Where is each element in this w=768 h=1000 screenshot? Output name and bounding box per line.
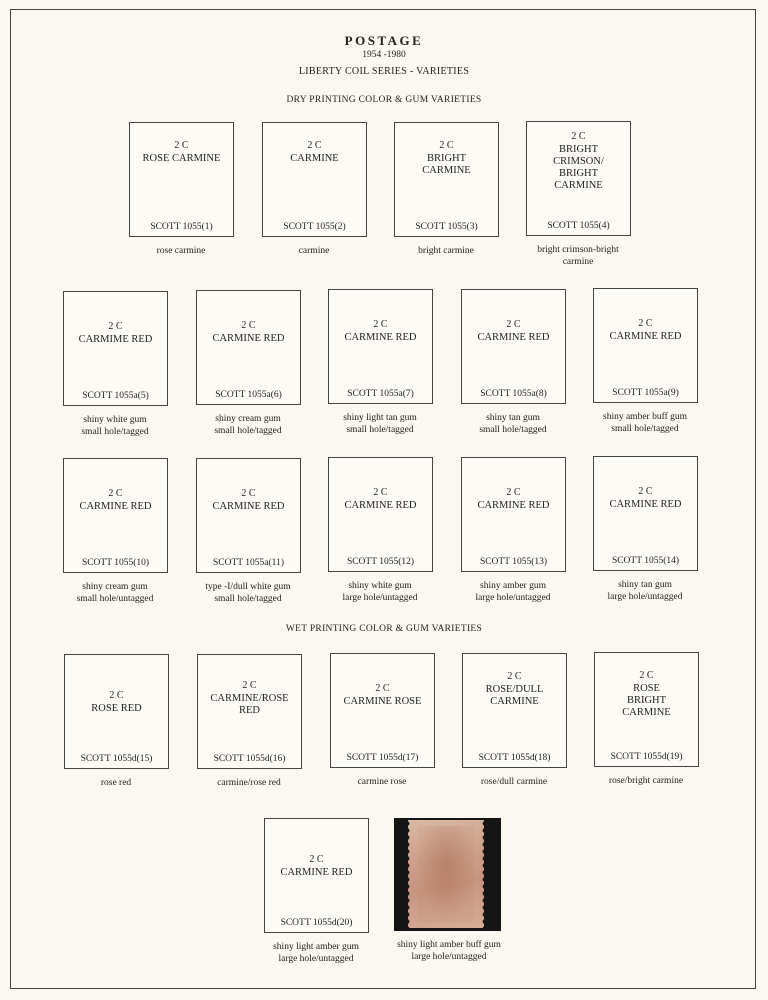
slot-caption: type -I/dull white gum small hole/tagged bbox=[205, 582, 291, 604]
slot-scott-number: SCOTT 1055(14) bbox=[611, 556, 680, 566]
slot-caption: shiny light tan gum small hole/tagged bbox=[343, 413, 417, 435]
slot-color-name: CARMIME RED bbox=[78, 334, 153, 345]
slot-caption: carmine rose bbox=[357, 777, 407, 787]
slot-caption: carmine bbox=[298, 246, 330, 256]
slot-scott-number: SCOTT 1055d(17) bbox=[346, 753, 419, 763]
stamp-slot bbox=[264, 818, 369, 933]
slot-color-name: BRIGHT CRIMSON/ BRIGHT CARMINE bbox=[553, 144, 604, 191]
slot-color-name: BRIGHT CARMINE bbox=[422, 153, 471, 176]
slot-color-name: CARMINE RED bbox=[344, 332, 417, 343]
stamp-slot bbox=[461, 289, 566, 404]
slot-color-name: CARMINE RED bbox=[79, 501, 152, 512]
stamp-shading bbox=[418, 826, 474, 922]
slot-denomination: 2 C bbox=[375, 683, 390, 694]
slot-caption: shiny white gum small hole/tagged bbox=[81, 415, 149, 437]
mounted-stamp-caption: shiny light amber buff gum large hole/untagged bbox=[397, 940, 501, 962]
stamp-slot bbox=[593, 288, 698, 403]
slot-denomination: 2 C bbox=[638, 486, 653, 497]
stamp-slot bbox=[64, 654, 169, 769]
slot-caption: rose/dull carmine bbox=[480, 777, 548, 787]
stamp-slot bbox=[262, 122, 367, 237]
slot-color-name: CARMINE ROSE bbox=[343, 696, 422, 707]
slot-denomination: 2 C bbox=[639, 670, 654, 681]
slot-color-name: CARMINE RED bbox=[477, 332, 550, 343]
slot-denomination: 2 C bbox=[506, 319, 521, 330]
stamp-slot bbox=[330, 653, 435, 768]
slot-caption: shiny tan gum large hole/untagged bbox=[607, 580, 683, 602]
slot-scott-number: SCOTT 1055(4) bbox=[547, 221, 610, 231]
slot-denomination: 2 C bbox=[638, 318, 653, 329]
slot-denomination: 2 C bbox=[373, 319, 388, 330]
slot-color-name: ROSE CARMINE bbox=[142, 153, 221, 164]
slot-caption: shiny tan gum small hole/tagged bbox=[479, 413, 547, 435]
stamp-slot bbox=[594, 652, 699, 767]
slot-color-name: ROSE/DULL CARMINE bbox=[485, 684, 544, 707]
stamp-slot bbox=[63, 458, 168, 573]
slot-color-name: CARMINE RED bbox=[280, 867, 353, 878]
slot-denomination: 2 C bbox=[571, 131, 586, 142]
stamp-slot bbox=[526, 121, 631, 236]
stamp-slot bbox=[394, 122, 499, 237]
slot-caption: rose/bright carmine bbox=[608, 776, 684, 786]
slot-caption: bright crimson-bright carmine bbox=[537, 245, 619, 267]
section-dry-printing: DRY PRINTING COLOR & GUM VARIETIES bbox=[286, 95, 482, 105]
slot-scott-number: SCOTT 1055a(7) bbox=[347, 389, 414, 399]
slot-caption: shiny cream gum small hole/untagged bbox=[76, 582, 154, 604]
slot-color-name: CARMINE RED bbox=[477, 500, 550, 511]
slot-denomination: 2 C bbox=[241, 320, 256, 331]
slot-scott-number: SCOTT 1055d(15) bbox=[80, 754, 153, 764]
slot-denomination: 2 C bbox=[174, 140, 189, 151]
slot-color-name: ROSE BRIGHT CARMINE bbox=[622, 683, 671, 718]
stamp-mount bbox=[394, 818, 501, 931]
slot-color-name: CARMINE/ROSE RED bbox=[210, 693, 289, 716]
slot-scott-number: SCOTT 1055d(19) bbox=[610, 752, 683, 762]
slot-denomination: 2 C bbox=[373, 487, 388, 498]
slot-denomination: 2 C bbox=[309, 854, 324, 865]
slot-scott-number: SCOTT 1055d(20) bbox=[280, 918, 353, 928]
stamp-slot bbox=[462, 653, 567, 768]
stamp-slot bbox=[196, 290, 301, 405]
slot-scott-number: SCOTT 1055a(11) bbox=[213, 558, 284, 568]
stamp-slot bbox=[328, 289, 433, 404]
slot-caption: shiny light amber gum large hole/untagged bbox=[273, 942, 359, 964]
slot-denomination: 2 C bbox=[241, 488, 256, 499]
page-years: 1954 -1980 bbox=[362, 50, 406, 60]
stamp-slot bbox=[129, 122, 234, 237]
slot-scott-number: SCOTT 1055a(5) bbox=[82, 391, 149, 401]
slot-scott-number: SCOTT 1055a(9) bbox=[612, 388, 679, 398]
slot-color-name: CARMINE RED bbox=[212, 333, 285, 344]
stamp-slot bbox=[593, 456, 698, 571]
slot-scott-number: SCOTT 1055(13) bbox=[479, 557, 548, 567]
slot-caption: rose red bbox=[100, 778, 132, 788]
slot-color-name: CARMINE RED bbox=[609, 331, 682, 342]
slot-caption: shiny amber buff gum small hole/tagged bbox=[603, 412, 687, 434]
section-wet-printing: WET PRINTING COLOR & GUM VARIETIES bbox=[285, 624, 483, 634]
slot-color-name: CARMINE RED bbox=[609, 499, 682, 510]
slot-denomination: 2 C bbox=[108, 488, 123, 499]
slot-scott-number: SCOTT 1055(1) bbox=[150, 222, 213, 232]
slot-denomination: 2 C bbox=[506, 487, 521, 498]
slot-caption: rose carmine bbox=[156, 246, 206, 256]
slot-denomination: 2 C bbox=[507, 671, 522, 682]
slot-caption: bright carmine bbox=[418, 246, 474, 256]
slot-denomination: 2 C bbox=[109, 690, 124, 701]
page-series-title: LIBERTY COIL SERIES - VARIETIES bbox=[298, 66, 470, 77]
page-title: POSTAGE bbox=[344, 33, 424, 48]
slot-denomination: 2 C bbox=[242, 680, 257, 691]
slot-scott-number: SCOTT 1055(2) bbox=[283, 222, 346, 232]
slot-color-name: ROSE RED bbox=[91, 703, 142, 714]
stamp-slot bbox=[63, 291, 168, 406]
slot-color-name: CARMINE RED bbox=[344, 500, 417, 511]
slot-scott-number: SCOTT 1055(10) bbox=[81, 558, 150, 568]
slot-scott-number: SCOTT 1055(12) bbox=[346, 557, 415, 567]
slot-scott-number: SCOTT 1055a(6) bbox=[215, 390, 282, 400]
stamp-slot bbox=[197, 654, 302, 769]
slot-caption: shiny amber gum large hole/untagged bbox=[475, 581, 551, 603]
slot-color-name: CARMINE RED bbox=[212, 501, 285, 512]
slot-denomination: 2 C bbox=[439, 140, 454, 151]
slot-scott-number: SCOTT 1055(3) bbox=[415, 222, 478, 232]
slot-caption: shiny cream gum small hole/tagged bbox=[214, 414, 282, 436]
slot-color-name: CARMINE bbox=[290, 153, 339, 164]
slot-denomination: 2 C bbox=[307, 140, 322, 151]
stamp-slot bbox=[461, 457, 566, 572]
coil-stamp-image bbox=[408, 820, 484, 928]
stamp-slot bbox=[196, 458, 301, 573]
slot-caption: shiny white gum large hole/untagged bbox=[342, 581, 418, 603]
slot-denomination: 2 C bbox=[108, 321, 123, 332]
slot-scott-number: SCOTT 1055d(18) bbox=[478, 753, 551, 763]
slot-scott-number: SCOTT 1055a(8) bbox=[480, 389, 547, 399]
stamp-slot bbox=[328, 457, 433, 572]
slot-caption: carmine/rose red bbox=[217, 778, 281, 788]
slot-scott-number: SCOTT 1055d(16) bbox=[213, 754, 286, 764]
